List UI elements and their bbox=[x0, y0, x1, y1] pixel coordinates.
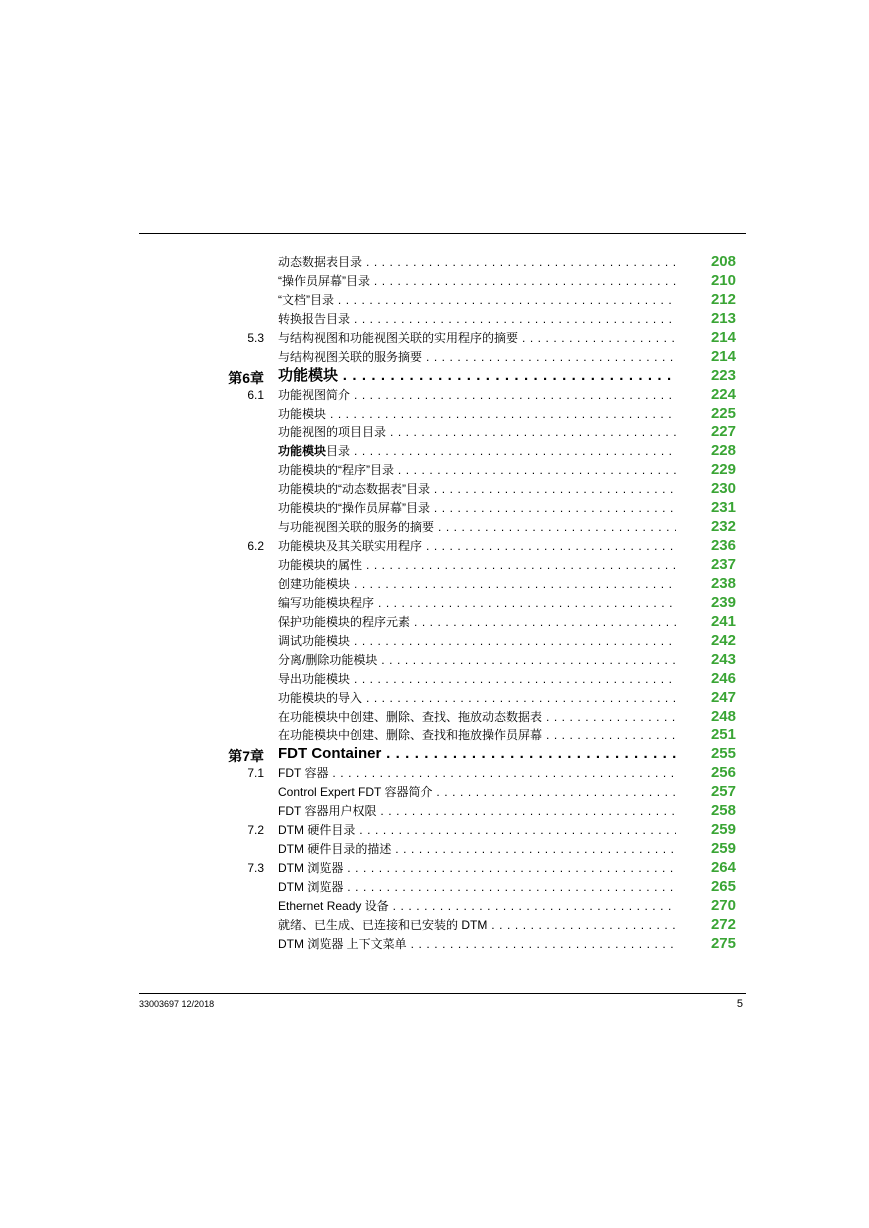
toc-entry-title[interactable]: 功能模块的“程序”目录 . . . bbox=[278, 463, 676, 477]
toc-entry-title[interactable]: “操作员屏幕”目录 . . . bbox=[278, 274, 676, 288]
toc-row[interactable] bbox=[0, 310, 869, 329]
toc-page-link[interactable]: 275 bbox=[710, 934, 736, 952]
toc-section-number: 6.1 bbox=[247, 387, 264, 402]
toc-page-link[interactable]: 255 bbox=[710, 745, 736, 763]
toc-entry-title[interactable]: 动态数据表目录 . . . bbox=[278, 255, 676, 269]
toc-row[interactable] bbox=[0, 689, 869, 708]
toc-page-link[interactable]: 246 bbox=[710, 669, 736, 687]
toc-section-number: 第6章 bbox=[228, 369, 264, 386]
toc-entry-title[interactable]: 创建功能模块 . . . bbox=[278, 577, 676, 591]
toc-entry-title[interactable]: 在功能模块中创建、删除、查找和拖放操作员屏幕 . . . bbox=[278, 728, 676, 742]
toc-row[interactable] bbox=[0, 651, 869, 670]
toc-row[interactable] bbox=[0, 272, 869, 291]
toc-page-link[interactable]: 243 bbox=[710, 650, 736, 668]
toc-entry-title[interactable]: 与功能视图关联的服务的摘要 . . . bbox=[278, 520, 676, 534]
toc-row[interactable] bbox=[0, 537, 869, 556]
toc-row[interactable] bbox=[0, 783, 869, 802]
toc-entry-title[interactable]: FDT Container . . . bbox=[278, 745, 676, 762]
toc-entry-title[interactable]: DTM 浏览器 . . . bbox=[278, 861, 676, 875]
toc-row[interactable] bbox=[0, 348, 869, 367]
toc-page-link[interactable]: 231 bbox=[710, 499, 736, 517]
toc-page-link[interactable]: 239 bbox=[710, 593, 736, 611]
toc-row[interactable] bbox=[0, 253, 869, 272]
toc-page-link[interactable]: 212 bbox=[710, 290, 736, 308]
toc-row[interactable] bbox=[0, 613, 869, 632]
toc-entry-title[interactable]: 在功能模块中创建、删除、查找、拖放动态数据表 . . . bbox=[278, 710, 676, 724]
toc-page-link[interactable]: 214 bbox=[710, 347, 736, 365]
toc-page-link[interactable]: 259 bbox=[710, 840, 736, 858]
toc-entry-title[interactable]: FDT 容器用户权限 . . . bbox=[278, 804, 676, 818]
toc-section-number: 6.2 bbox=[247, 539, 264, 554]
toc-entry-title[interactable]: 转换报告目录 . . . bbox=[278, 312, 676, 326]
toc-row[interactable] bbox=[0, 405, 869, 424]
toc-entry-title[interactable]: DTM 浏览器 上下文菜单 . . . bbox=[278, 937, 676, 951]
toc-entry-title[interactable]: 功能模块的导入 . . . bbox=[278, 691, 676, 705]
toc-page-link[interactable]: 264 bbox=[710, 859, 736, 876]
toc-page-link[interactable]: 228 bbox=[710, 442, 736, 460]
toc-row[interactable] bbox=[0, 916, 869, 935]
toc-entry-title[interactable]: 功能模块 . . . bbox=[278, 367, 676, 384]
toc-row[interactable] bbox=[0, 726, 869, 745]
toc-page-link[interactable]: 248 bbox=[710, 707, 736, 725]
toc-entry-title[interactable]: 调试功能模块 . . . bbox=[278, 634, 676, 648]
toc-section-number: 5.3 bbox=[247, 330, 264, 345]
toc-entry-title[interactable]: Control Expert FDT 容器简介 . . . bbox=[278, 785, 676, 799]
toc-entry-title[interactable]: 功能模块及其关联实用程序 . . . bbox=[278, 539, 676, 553]
toc-row[interactable] bbox=[0, 594, 869, 613]
toc-section-number: 7.1 bbox=[247, 766, 264, 781]
toc-section-number: 7.3 bbox=[247, 861, 264, 875]
toc-page-link[interactable]: 256 bbox=[710, 764, 736, 782]
toc-entry-title-emphasis: 功能模块 bbox=[278, 444, 327, 459]
toc-entry-title[interactable]: 保护功能模块的程序元素 . . . bbox=[278, 615, 676, 629]
toc-entry-title[interactable]: Ethernet Ready 设备 . . . bbox=[278, 899, 676, 913]
toc-entry-title[interactable]: 导出功能模块 . . . bbox=[278, 672, 676, 686]
footer-page-number: 5 bbox=[736, 998, 743, 1010]
toc-entry-title[interactable]: 就绪、已生成、已连接和已安装的 DTM . . . bbox=[278, 918, 676, 932]
toc-row[interactable] bbox=[0, 518, 869, 537]
toc-page-link[interactable]: 208 bbox=[710, 253, 736, 270]
toc-entry-title[interactable]: 编写功能模块程序 . . . bbox=[278, 596, 676, 610]
toc-page-link[interactable]: 229 bbox=[710, 461, 736, 479]
toc-row[interactable] bbox=[0, 499, 869, 518]
footer-doc-id: 33003697 12/2018 bbox=[139, 999, 215, 1009]
toc-row[interactable] bbox=[0, 556, 869, 575]
header-rule bbox=[139, 233, 746, 234]
toc-page-link[interactable]: 238 bbox=[710, 574, 736, 592]
toc-entry-title-rest: 目录 bbox=[326, 444, 351, 459]
toc-entry-title[interactable]: 功能视图简介 . . . bbox=[278, 388, 676, 402]
toc-page-link[interactable]: 272 bbox=[710, 915, 736, 933]
toc-row[interactable] bbox=[0, 386, 869, 405]
toc-page-link[interactable]: 214 bbox=[710, 328, 736, 346]
toc-row[interactable] bbox=[0, 878, 869, 897]
toc-entry-title[interactable]: 功能视图的项目目录 . . . bbox=[278, 425, 676, 439]
toc-page-link[interactable]: 213 bbox=[710, 309, 736, 327]
toc-entry-title[interactable]: DTM 硬件目录 . . . bbox=[278, 823, 676, 837]
toc-entry-title[interactable] bbox=[278, 444, 676, 458]
toc-section-number: 第7章 bbox=[228, 748, 264, 765]
toc-entry-title[interactable]: 功能模块的属性 . . . bbox=[278, 558, 676, 572]
toc-page-link[interactable]: 242 bbox=[710, 631, 736, 649]
toc-row[interactable] bbox=[0, 480, 869, 499]
toc-page-link[interactable]: 247 bbox=[710, 688, 736, 706]
toc-entry-title[interactable]: DTM 硬件目录的描述 . . . bbox=[278, 842, 676, 856]
toc-row[interactable] bbox=[0, 840, 869, 859]
toc-entry-title[interactable]: 分离/删除功能模块 . . . bbox=[278, 653, 676, 667]
toc-entry-title[interactable]: 功能模块 . . . bbox=[278, 407, 676, 421]
table-of-contents bbox=[0, 253, 869, 954]
toc-page-link[interactable]: 232 bbox=[710, 518, 736, 536]
toc-row[interactable] bbox=[0, 461, 869, 480]
toc-row[interactable] bbox=[0, 935, 869, 954]
toc-page-link[interactable]: 251 bbox=[710, 726, 736, 744]
toc-row[interactable] bbox=[0, 897, 869, 916]
footer-rule bbox=[139, 993, 746, 994]
toc-chapter-row[interactable] bbox=[0, 367, 869, 386]
toc-page-link[interactable]: 224 bbox=[710, 385, 736, 403]
toc-page-link[interactable]: 227 bbox=[710, 423, 736, 441]
toc-row[interactable] bbox=[0, 291, 869, 310]
toc-page-link[interactable]: 270 bbox=[710, 896, 736, 914]
toc-row[interactable] bbox=[0, 708, 869, 727]
toc-entry-title[interactable]: FDT 容器 . . . bbox=[278, 766, 676, 780]
toc-chapter-row[interactable] bbox=[0, 745, 869, 764]
toc-row[interactable] bbox=[0, 764, 869, 783]
toc-page-link[interactable]: 241 bbox=[710, 612, 736, 630]
toc-row[interactable] bbox=[0, 423, 869, 442]
toc-page-link[interactable]: 230 bbox=[710, 480, 736, 498]
toc-entry-title[interactable]: 与结构视图关联的服务摘要 . . . bbox=[278, 350, 676, 364]
toc-row[interactable] bbox=[0, 329, 869, 348]
toc-section-number: 7.2 bbox=[247, 823, 264, 838]
toc-row[interactable] bbox=[0, 575, 869, 594]
toc-row[interactable] bbox=[0, 802, 869, 821]
toc-row[interactable] bbox=[0, 670, 869, 689]
toc-row[interactable] bbox=[0, 821, 869, 840]
toc-page-link[interactable]: 258 bbox=[710, 802, 736, 820]
toc-page-link[interactable]: 257 bbox=[710, 783, 736, 801]
toc-entry-title[interactable]: 与结构视图和功能视图关联的实用程序的摘要 . . . bbox=[278, 331, 676, 345]
toc-row[interactable] bbox=[0, 859, 869, 878]
toc-entry-title[interactable]: DTM 浏览器 . . . bbox=[278, 880, 676, 894]
toc-page-link[interactable]: 236 bbox=[710, 537, 736, 555]
toc-entry-title[interactable]: “文档”目录 . . . bbox=[278, 293, 676, 307]
toc-entry-title[interactable]: 功能模块的“操作员屏幕”目录 . . . bbox=[278, 501, 676, 515]
toc-page-link[interactable]: 223 bbox=[710, 366, 736, 384]
toc-page-link[interactable]: 225 bbox=[710, 404, 736, 422]
toc-row[interactable] bbox=[0, 442, 869, 461]
toc-row[interactable] bbox=[0, 632, 869, 651]
toc-page-link[interactable]: 259 bbox=[710, 821, 736, 839]
toc-page-link[interactable]: 210 bbox=[710, 271, 736, 289]
toc-page-link[interactable]: 265 bbox=[710, 877, 736, 895]
toc-entry-title[interactable]: 功能模块的“动态数据表”目录 . . . bbox=[278, 482, 676, 496]
toc-page-link[interactable]: 237 bbox=[710, 556, 736, 573]
